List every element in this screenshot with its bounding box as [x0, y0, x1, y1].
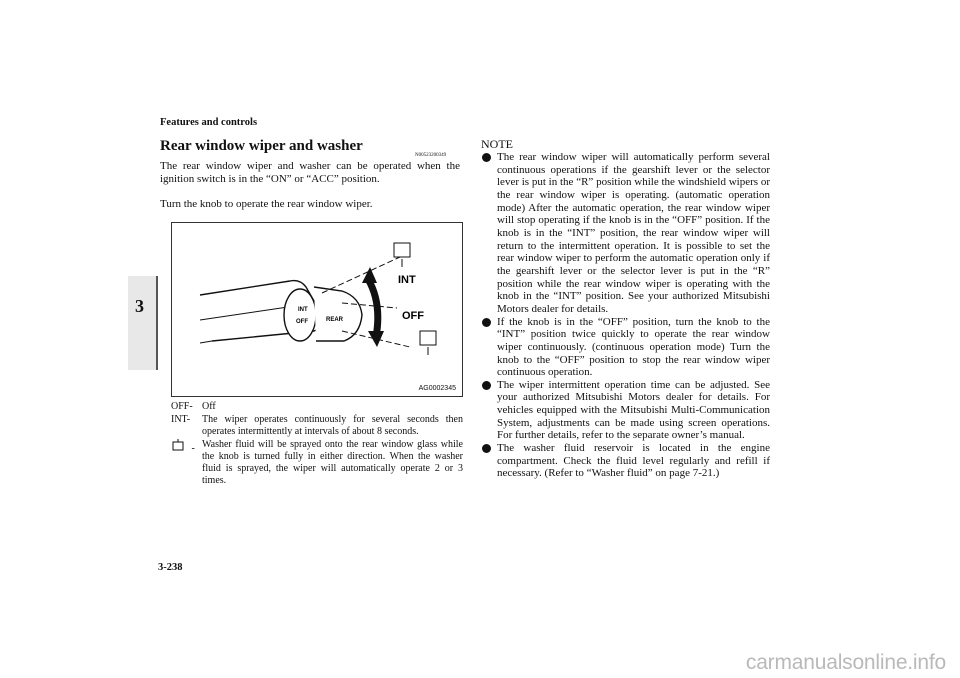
bullet-icon — [482, 318, 491, 327]
washer-icon — [171, 439, 189, 451]
chapter-number: 3 — [135, 296, 144, 316]
note-item — [482, 379, 770, 442]
legend — [171, 401, 463, 488]
off-label: OFF — [402, 310, 424, 322]
wiper-lever-illustration — [172, 223, 462, 396]
knob-int-label: INT — [298, 307, 308, 313]
bullet-icon — [482, 444, 491, 453]
legend-row-int — [171, 414, 463, 438]
note-item — [482, 316, 770, 379]
legend-row-off — [171, 401, 463, 413]
bullet-icon — [482, 153, 491, 162]
page-number: 3-238 — [158, 562, 183, 573]
legend-key-washer — [171, 439, 202, 487]
intro-paragraph: The rear window wiper and washer can be operated when the ignition switch is in the “ON” or “ACC” position. — [160, 160, 460, 185]
legend-row-washer — [171, 439, 463, 487]
note-text: The washer fluid reservoir is located in the engine compartment. Check the fluid level regularly and refill if necessary. (Refer to “Washer fluid” on page 7-21.) — [497, 442, 770, 480]
legend-key-dash: - — [191, 443, 195, 454]
bullet-icon — [482, 381, 491, 390]
note-text: If the knob is in the “OFF” position, turn the knob to the “INT” position twice quickly to operate the rear window wiper continuously. (continuous operation mode) Turn the knob to the “OFF” position to stop the rear window wiper continuous operation. — [497, 315, 770, 379]
int-label: INT — [398, 274, 416, 286]
section-title: Rear window wiper and washer — [160, 138, 363, 154]
legend-key: INT- — [171, 414, 191, 425]
section-code: N00523200349 — [415, 153, 447, 158]
legend-key: OFF- — [171, 401, 193, 412]
wiper-lever-figure — [171, 222, 463, 397]
legend-text: The wiper operates continuously for several seconds then operates intermittently at intervals of about 8 seconds. — [202, 414, 463, 437]
knob-rear-label: REAR — [326, 317, 344, 323]
note-item — [482, 151, 770, 316]
legend-text: Washer fluid will be sprayed onto the rear window glass while the knob is turned fully in either direction. When the washer fluid is sprayed, the wiper will automatically operate 2 or 3 times. — [202, 439, 463, 486]
running-header: Features and controls — [160, 117, 258, 128]
note-heading: NOTE — [481, 137, 513, 151]
chapter-tab — [128, 276, 158, 370]
figure-code: AG0002345 — [418, 385, 456, 392]
legend-text: Off — [202, 401, 216, 412]
note-text: The rear window wiper will automatically perform several continuous operations if the gearshift lever or the selector lever is put in the “R” position while the windshield wipers or the rear window wiper is operating. (automatic operation mode) After the automatic operation, the rear window wiper will stop operating if the knob is in the “OFF” position. If the knob is in the “INT” position, the rear window wiper will return to the intermittent operation. It is possible to set the rear window wiper to perform the automatic operation only if the gearshift lever or the selector lever is put in the “R” position while the rear window wiper is operating with the knob in the “INT” position. See your authorized Mitsubishi Motors dealer for details. — [497, 151, 770, 315]
instruction-paragraph: Turn the knob to operate the rear window wiper. — [160, 198, 373, 210]
note-item — [482, 442, 770, 480]
note-list — [482, 151, 770, 480]
knob-off-label: OFF — [296, 319, 308, 325]
watermark: carmanualsonline.info — [745, 651, 946, 674]
note-text: The wiper intermittent operation time can be adjusted. See your authorized Mitsubishi Motors dealer for details. For vehicles equipped with the Mitsubishi Multi-Communication System, adjustments can be made using screen operations. For further details, refer to the separate owner’s manual. — [497, 378, 770, 442]
